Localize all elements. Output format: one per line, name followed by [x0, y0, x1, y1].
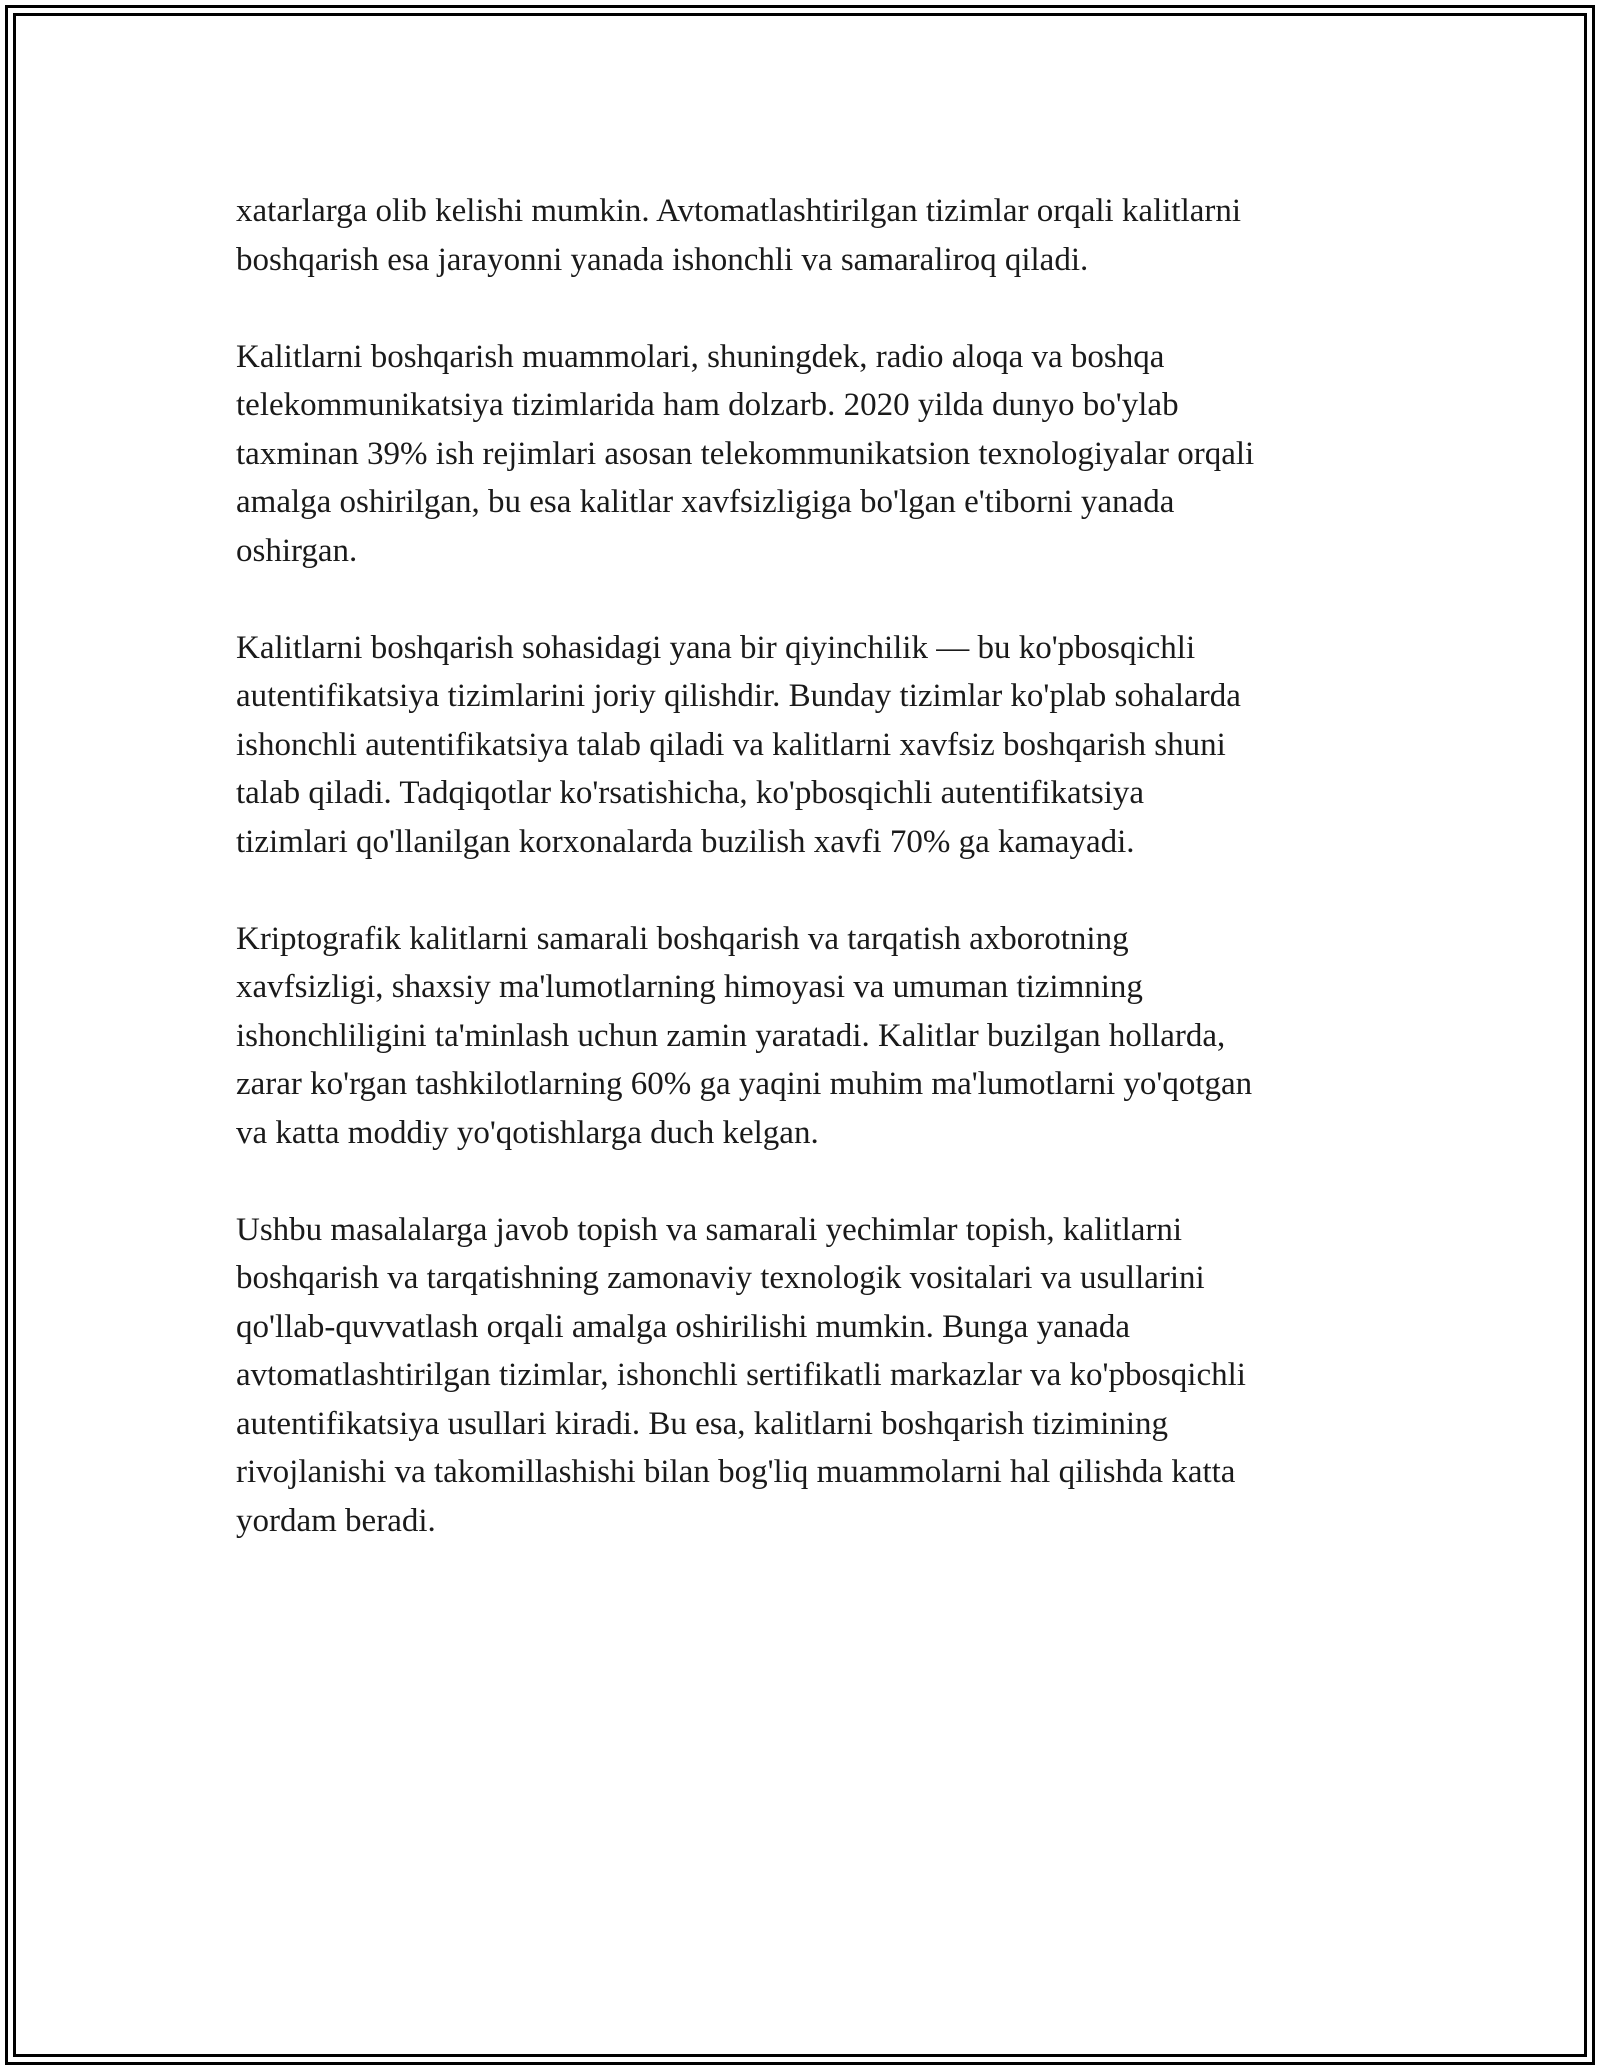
text-line: Ushbu masalalarga javob topish va samarali yechimlar topish, kalitlarni [236, 1211, 1183, 1248]
text-line: xavfsizligi, shaxsiy ma'lumotlarning himoyasi va umuman tizimning [236, 969, 1143, 1005]
text-line: tizimlari qo'llanilgan korxonalarda buzilish xavfi 70% ga kamayadi. [236, 823, 1135, 860]
text-line: boshqarish va tarqatishning zamonaviy texnologik vositalari va usullarini [236, 1260, 1205, 1296]
text-line: autentifikatsiya tizimlarini joriy qilishdir. Bunday tizimlar ko'plab sohalarda [236, 678, 1241, 714]
paragraph [236, 624, 1386, 867]
paragraph [236, 1206, 1386, 1546]
text-line: ishonchli autentifikatsiya talab qiladi va kalitlarni xavfsiz boshqarish shuni [236, 726, 1226, 763]
text-line: amalga oshirilgan, bu esa kalitlar xavfsizligiga bo'lgan e'tiborni yanada [236, 484, 1175, 520]
text-line: talab qiladi. Tadqiqotlar ko'rsatishicha, ko'pbosqichli autentifikatsiya [236, 775, 1145, 811]
text-line: taxminan 39% ish rejimlari asosan telekommunikatsion texnologiyalar orqali [236, 435, 1255, 472]
text-line: rivojlanishi va takomillashishi bilan bog'liq muammolarni hal qilishda katta [236, 1454, 1236, 1490]
text-line: yordam beradi. [236, 1502, 436, 1539]
text-line: boshqarish esa jarayonni yanada ishonchli va samaraliroq qiladi. [236, 241, 1089, 278]
text-line: qo'llab-quvvatlash orqali amalga oshirilishi mumkin. Bunga yanada [236, 1308, 1131, 1345]
text-line: avtomatlashtirilgan tizimlar, ishonchli sertifikatli markazlar va ko'pbosqichli [236, 1357, 1246, 1393]
text-line: oshirgan. [236, 532, 358, 569]
text-line: telekommunikatsiya tizimlarida ham dolzarb. 2020 yilda dunyo bo'ylab [236, 387, 1179, 423]
text-line: ishonchliligini ta'minlash uchun zamin yaratadi. Kalitlar buzilgan hollarda, [236, 1017, 1226, 1054]
text-line: xatarlarga olib kelishi mumkin. Avtomatlashtirilgan tizimlar orqali kalitlarni [236, 193, 1242, 229]
text-line: Kalitlarni boshqarish muammolari, shuningdek, radio aloqa va boshqa [236, 338, 1165, 375]
paragraph [236, 187, 1386, 284]
text-line: va katta moddiy yo'qotishlarga duch kelgan. [236, 1114, 819, 1151]
text-line: Kalitlarni boshqarish sohasidagi yana bir qiyinchilik — bu ko'pbosqichli [236, 629, 1196, 666]
paragraph [236, 333, 1386, 576]
text-line: Kriptografik kalitlarni samarali boshqarish va tarqatish axborotning [236, 920, 1129, 957]
text-line: autentifikatsiya usullari kiradi. Bu esa, kalitlarni boshqarish tizimining [236, 1405, 1169, 1442]
document-body [236, 187, 1386, 1594]
paragraph [236, 915, 1386, 1158]
text-line: zarar ko'rgan tashkilotlarning 60% ga yaqini muhim ma'lumotlarni yo'qotgan [236, 1066, 1253, 1102]
